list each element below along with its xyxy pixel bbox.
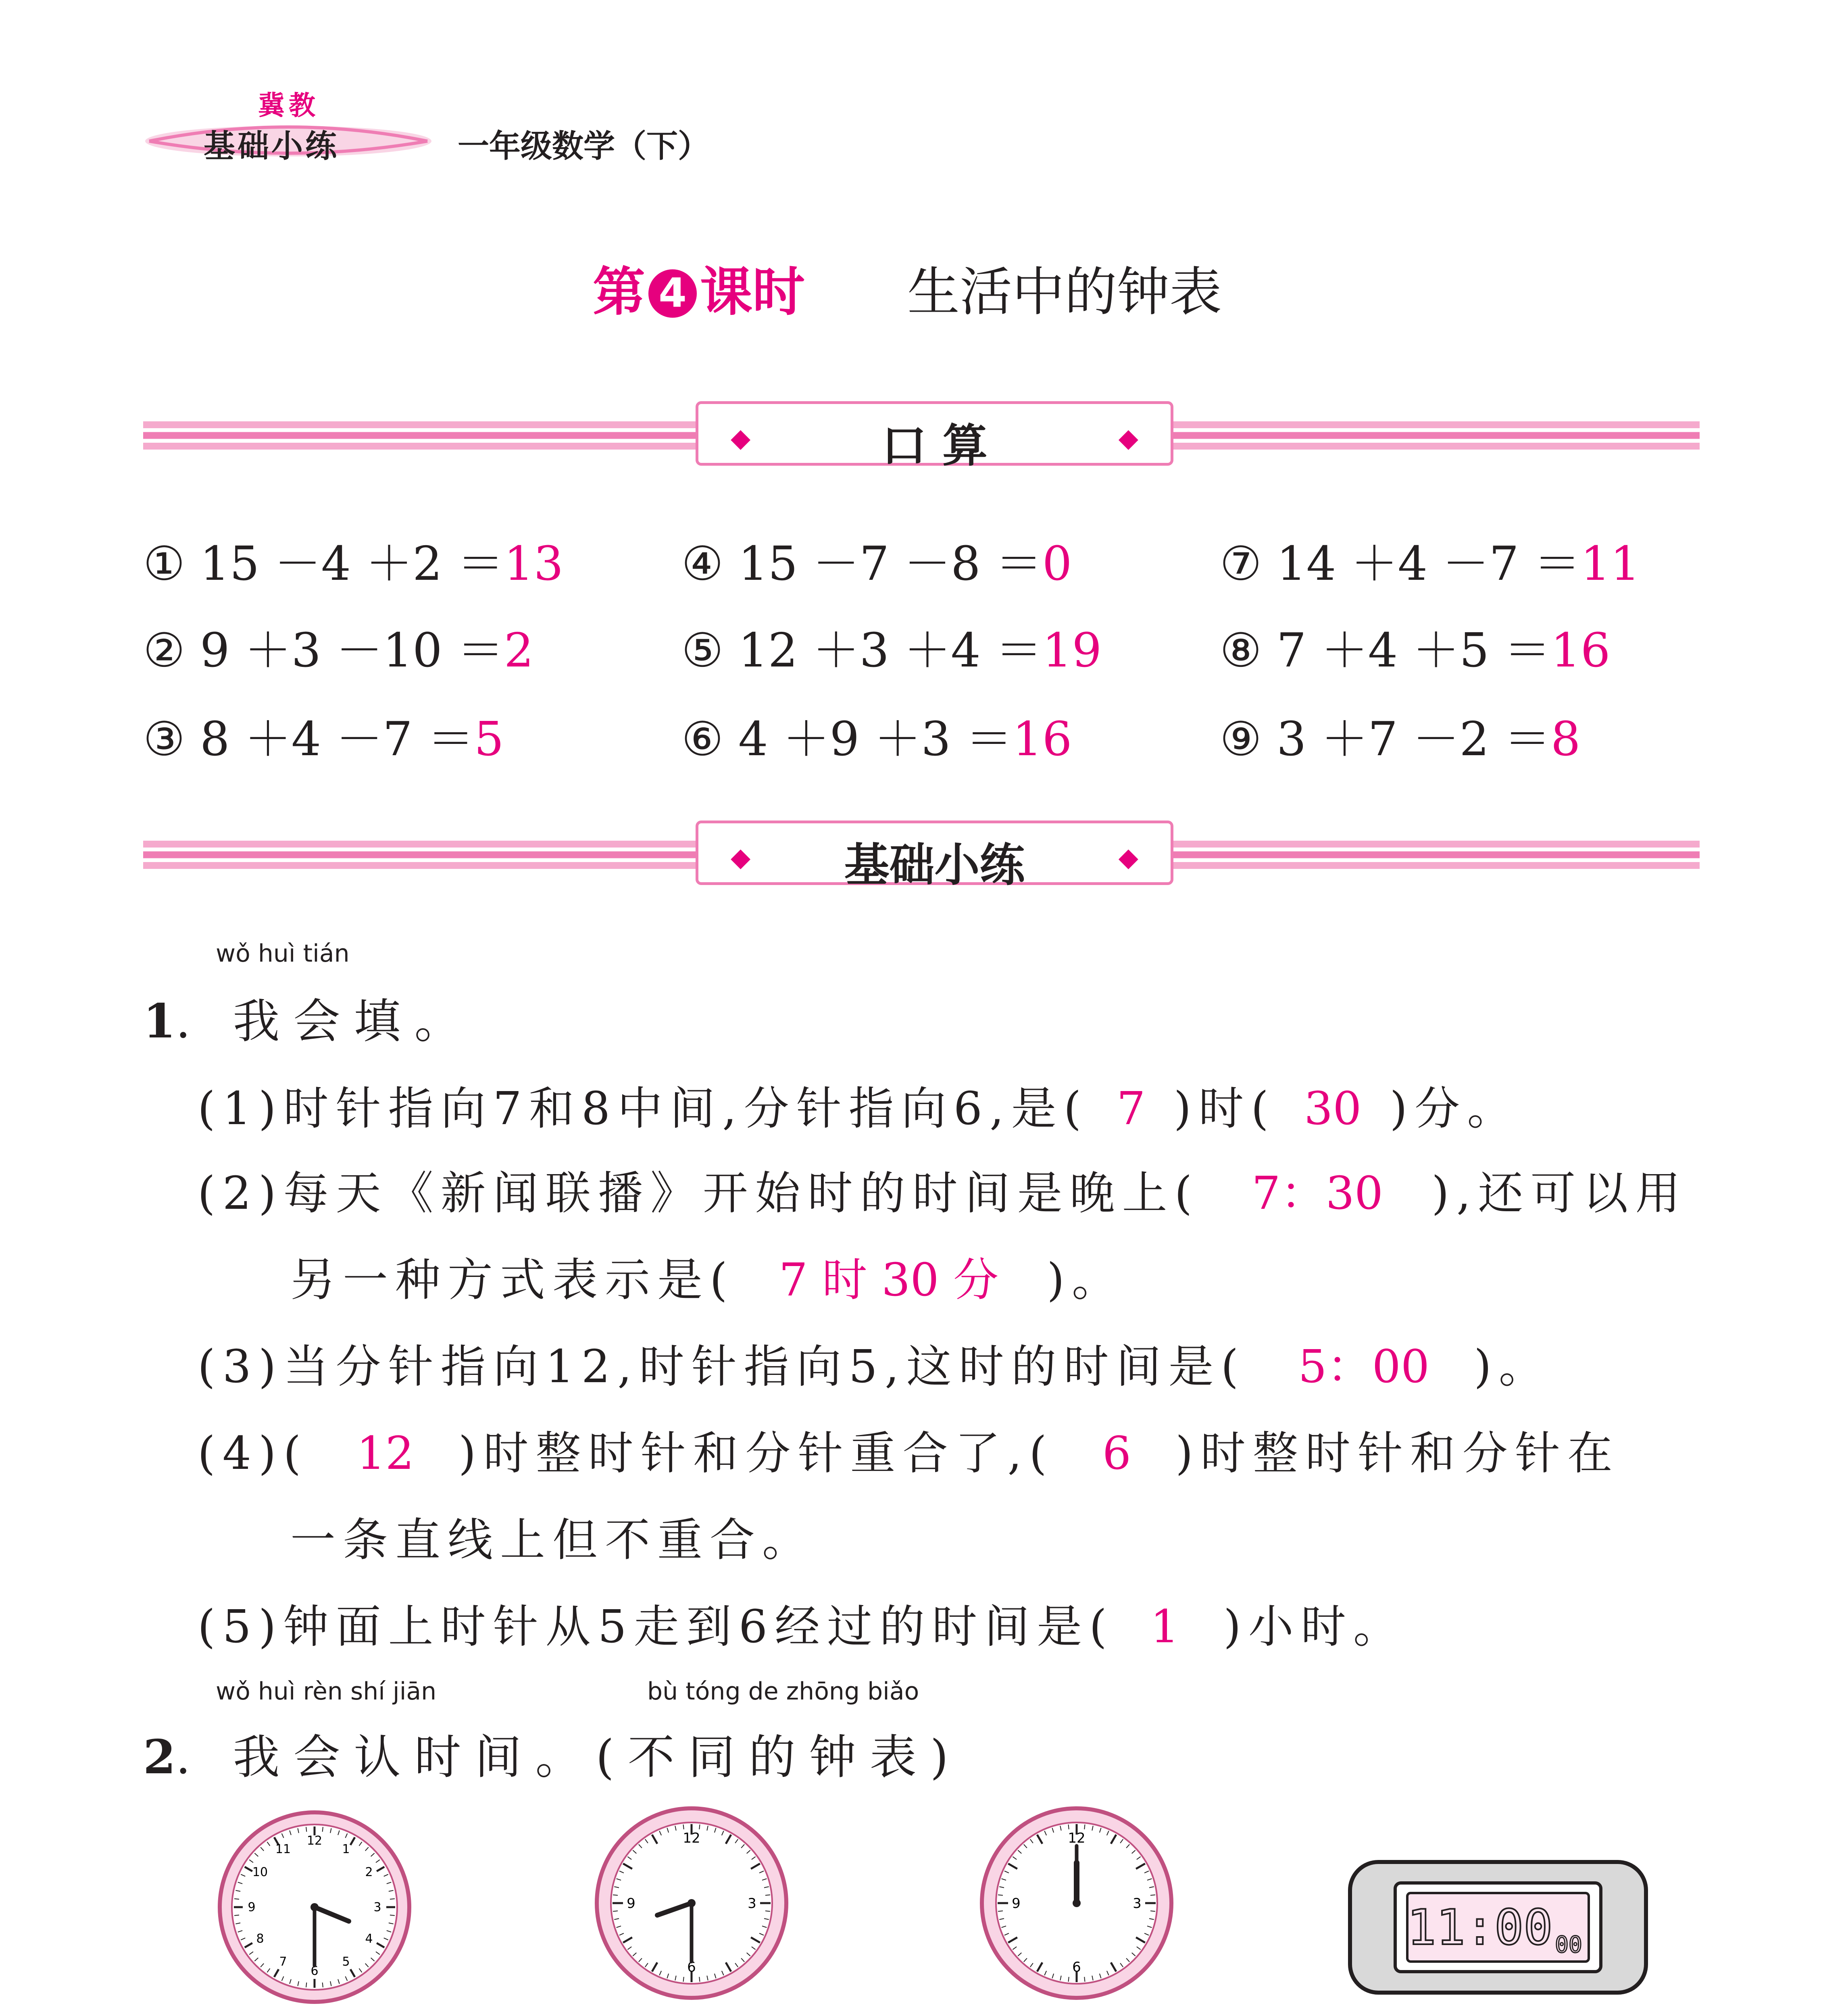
clock-tick	[1084, 1824, 1085, 1829]
oral-item-4: ④ 15 －7 －8 ＝0	[681, 537, 1072, 591]
clock-1-number: 12	[306, 1834, 323, 1848]
q1-title: 1. 我会填。	[143, 994, 475, 1049]
clock-1-number: 11	[275, 1842, 291, 1856]
oral-item-2: ② 9 ＋3 －10 ＝2	[143, 623, 534, 678]
clock-2-number: 3	[748, 1895, 756, 1912]
lesson-number: 4	[648, 269, 697, 318]
clock-2-number: 6	[687, 1959, 696, 1975]
oral-item-5: ⑤ 12 ＋3 ＋4 ＝19	[681, 623, 1102, 678]
clock-tick	[234, 1915, 239, 1916]
clock-3-number: 9	[1012, 1895, 1021, 1912]
lesson-subtitle: 生活中的钟表	[907, 261, 1222, 323]
diamond-icon: ◆	[731, 843, 751, 873]
clock-1-number: 5	[342, 1955, 350, 1969]
q1-item-1: (1)时针指向7和8中间,分针指向6,是( 7 )时( 30 )分。	[198, 1083, 1520, 1135]
clock-2	[591, 1802, 792, 2004]
lesson-prefix: 第	[593, 261, 646, 323]
diamond-icon: ◆	[731, 423, 751, 453]
clock-tick	[683, 1824, 684, 1829]
oral-item-3: ③ 8 ＋4 －7 ＝5	[143, 712, 504, 766]
oral-item-1: ① 15 －4 ＋2 ＝13	[143, 537, 564, 591]
section-banner-oral	[696, 401, 1173, 472]
q1-item-5: (5)钟面上时针从5走到6经过的时间是( 1 )小时。	[198, 1601, 1406, 1653]
q2-pinyin-b: bù tóng de zhōng biǎo	[647, 1677, 919, 1706]
section-banner-basic	[696, 821, 1173, 891]
q1-pinyin: wǒ huì tián	[216, 939, 350, 968]
clock-1-number: 1	[342, 1842, 350, 1856]
q1-item-3: (3)当分针指向12,时针指向5,这时的时间是( 5：00 )。	[198, 1341, 1551, 1393]
clock-1-number: 9	[248, 1900, 256, 1914]
clock-1-number: 8	[256, 1932, 264, 1946]
series-name: 基础小练	[204, 128, 340, 165]
oral-item-8: ⑧ 7 ＋4 ＋5 ＝16	[1220, 623, 1611, 678]
clock-tick	[1084, 1977, 1085, 1982]
clock-1	[214, 1806, 415, 2008]
diamond-icon: ◆	[1118, 423, 1138, 453]
clock-2-answer	[573, 2014, 806, 2016]
clock-2-number: 12	[683, 1830, 700, 1846]
lesson-suffix: 课时	[700, 261, 805, 323]
section-title-basic: 基础小练	[844, 839, 1025, 891]
clock-3-answer	[948, 2014, 1204, 2016]
digital-clock-seconds: 00	[1555, 1932, 1582, 1958]
clock-3-number: 12	[1068, 1830, 1086, 1846]
section-title-oral: 口 算	[881, 420, 988, 472]
oral-item-7: ⑦ 14 ＋4 －7 ＝11	[1220, 537, 1640, 591]
clock-1-number: 6	[310, 1964, 319, 1978]
oral-item-9: ⑨ 3 ＋7 －2 ＝8	[1220, 712, 1581, 766]
clock-tick	[390, 1915, 395, 1916]
clock-tick	[699, 1977, 700, 1982]
q2-title: 2. 我会认时间。(不同的钟表)	[143, 1730, 962, 1785]
clock-3	[976, 1802, 1177, 2004]
q1-item-2-cont: 另一种方式表示是( 7 时 30 分 )。	[290, 1254, 1124, 1306]
q1-item-4-cont: 一条直线上但不重合。	[290, 1514, 815, 1566]
clock-2-number: 9	[627, 1895, 635, 1912]
q1-item-2: (2)每天《新闻联播》开始时的时间是晚上( 7：30 ),还可以用	[198, 1167, 1688, 1220]
diamond-icon: ◆	[1118, 843, 1138, 873]
lesson-title	[593, 250, 805, 325]
clock-1-number: 7	[279, 1955, 287, 1969]
oral-item-6: ⑥ 4 ＋9 ＋3 ＝16	[681, 712, 1072, 766]
clock-1-number: 3	[373, 1900, 381, 1914]
clock-1-number: 4	[365, 1932, 373, 1946]
q1-item-4: (4)( 12 )时整时针和分针重合了,( 6 )时整时针和分针在	[198, 1427, 1620, 1480]
clock-3-number: 3	[1133, 1895, 1142, 1912]
book-title: 一年级数学（下）	[458, 128, 710, 165]
clock-tick	[699, 1824, 700, 1829]
digital-clock-answer	[1371, 2014, 1629, 2016]
clock-tick	[683, 1977, 684, 1982]
clock-1-number: 10	[252, 1865, 268, 1879]
clock-3-number: 6	[1072, 1959, 1081, 1975]
clock-1-number: 2	[365, 1865, 373, 1879]
digital-clock-time: 11:00	[1407, 1900, 1553, 1956]
digital-clock	[1347, 1859, 1649, 1996]
clock-1-answer	[200, 2014, 429, 2016]
series-top-label: 冀教	[258, 90, 319, 121]
q2-pinyin-a: wǒ huì rèn shí jiān	[216, 1677, 437, 1706]
